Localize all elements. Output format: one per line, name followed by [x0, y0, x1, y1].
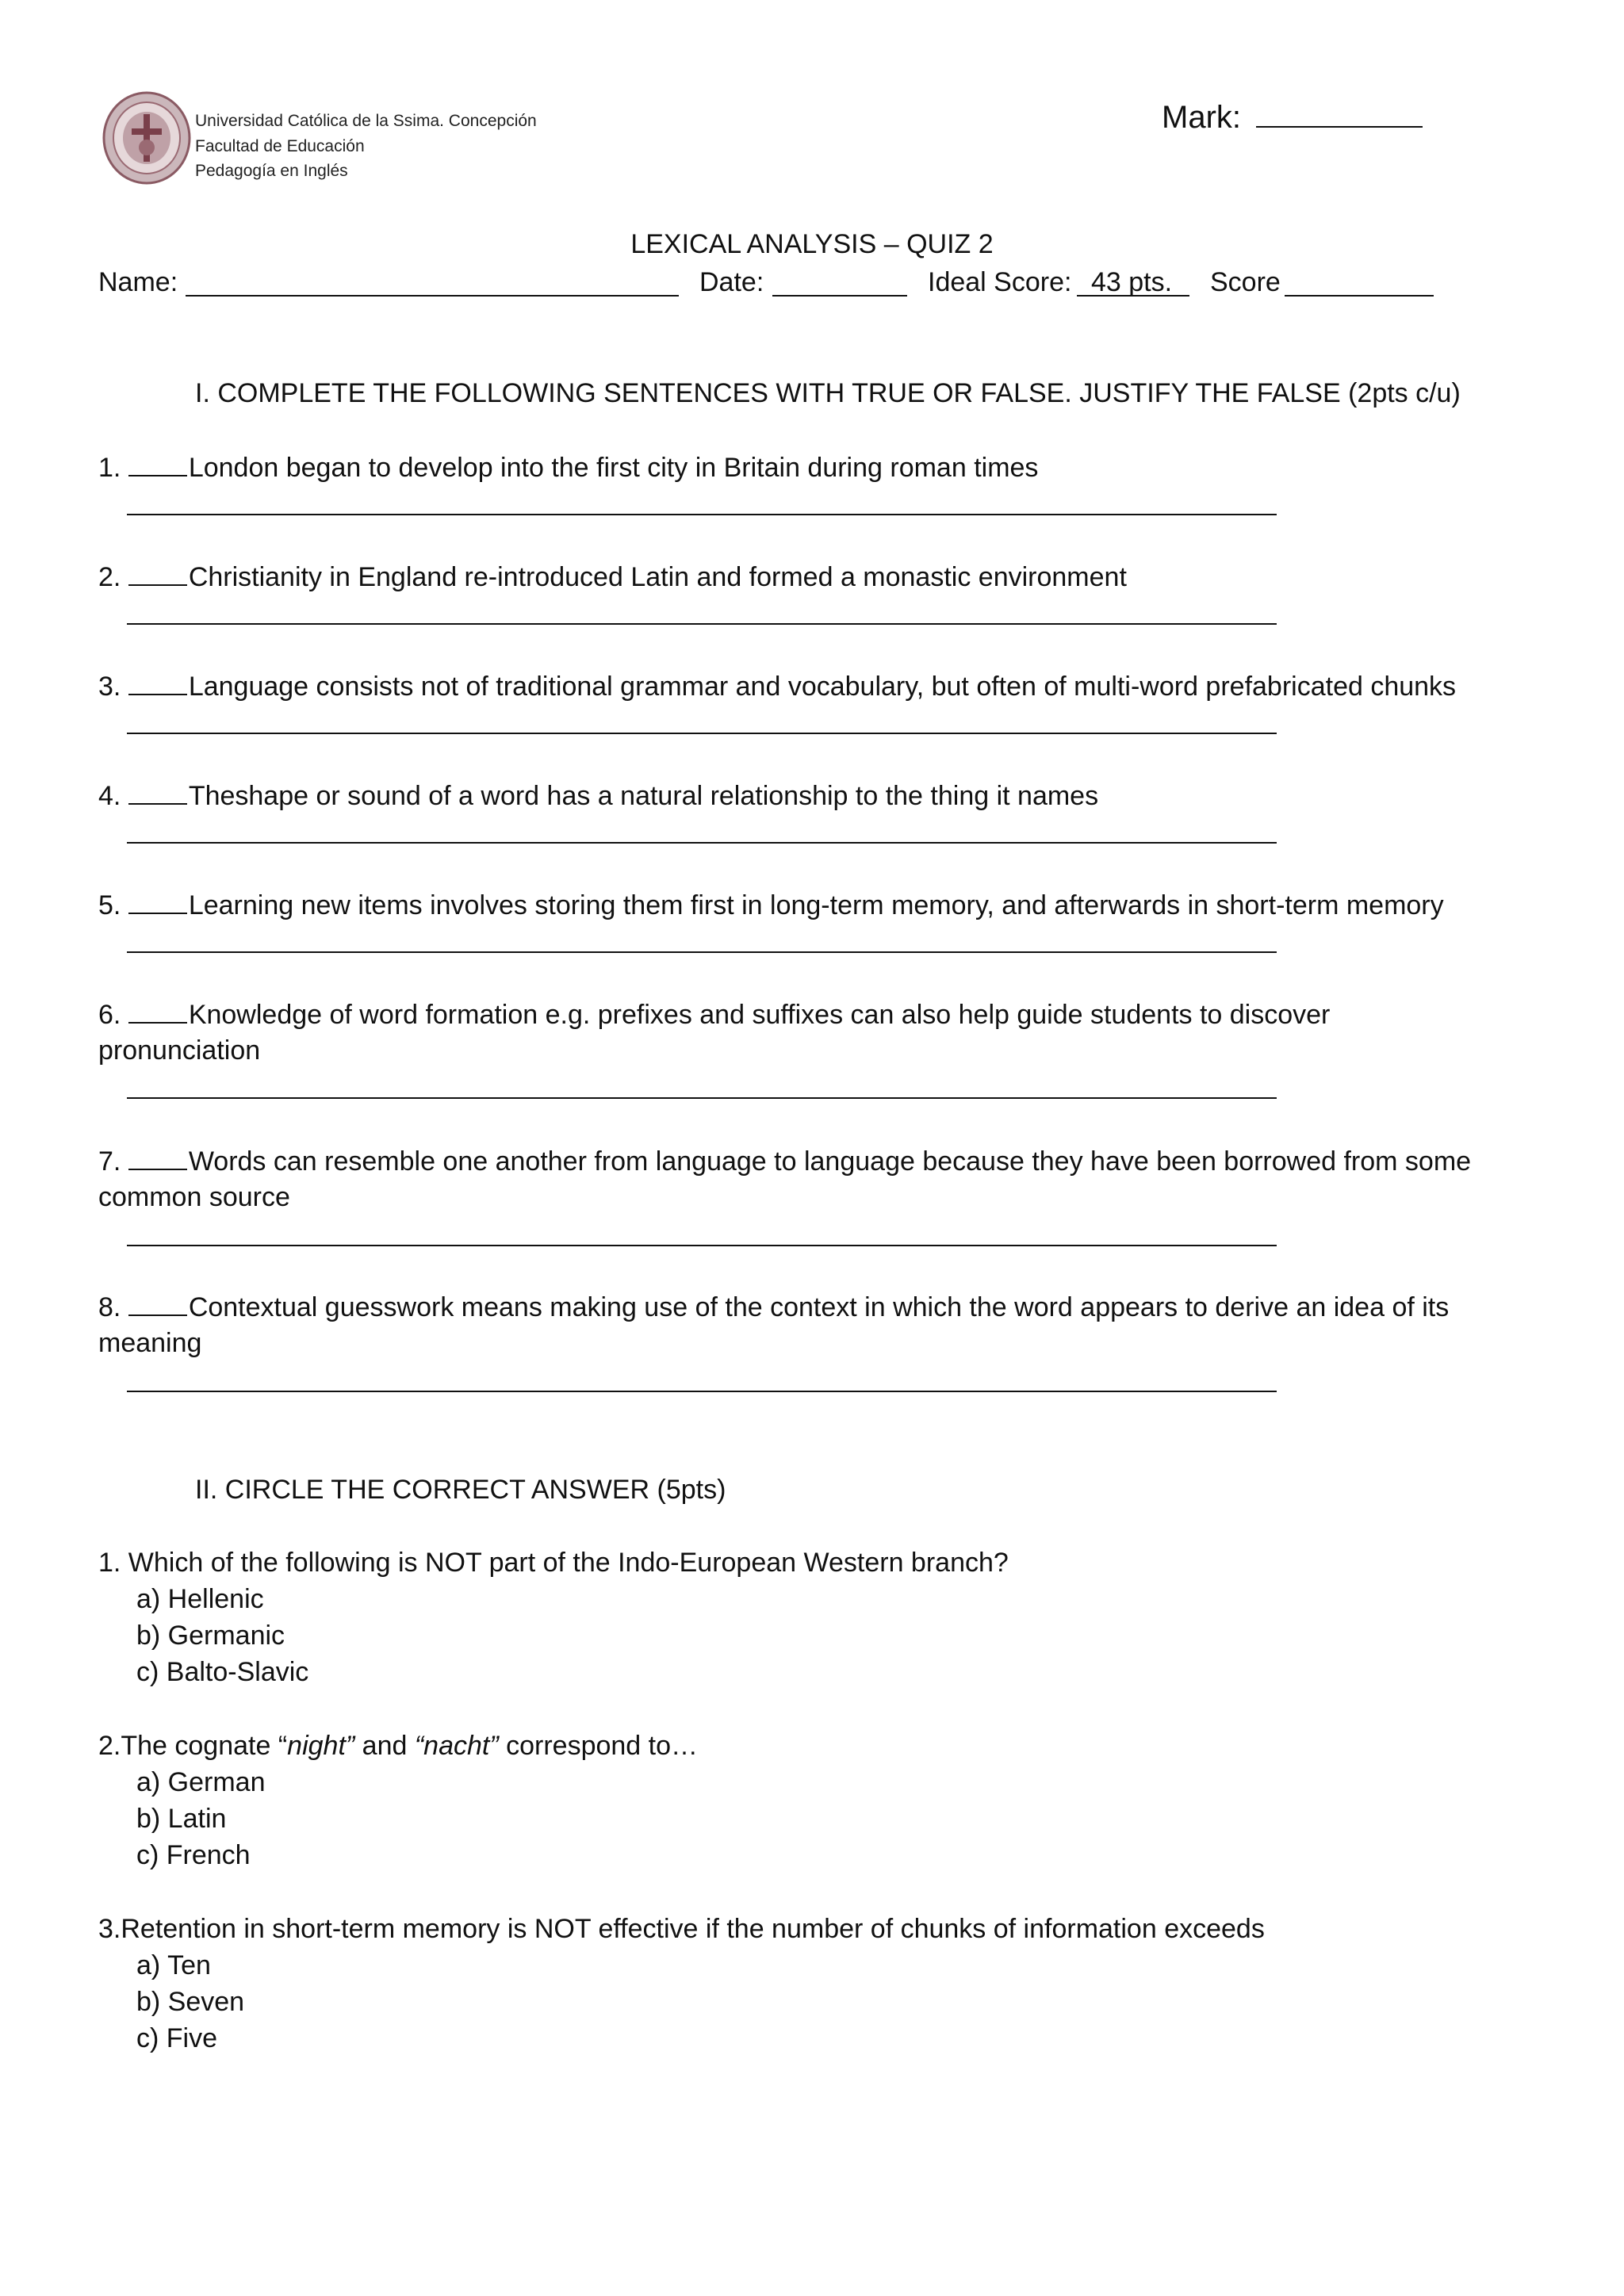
tf-item-5: 5. Learning new items involves storing them first in long-term memory, and afterwards in short-term memory: [98, 890, 1444, 920]
mc-q2-option-b[interactable]: b) Latin: [136, 1804, 227, 1834]
mc-q1-option-c[interactable]: c) Balto-Slavic: [136, 1657, 309, 1687]
tf-answer-blank[interactable]: [128, 1291, 187, 1316]
tf-answer-blank[interactable]: [128, 451, 187, 476]
score-blank[interactable]: [1285, 270, 1434, 297]
tf-answer-blank[interactable]: [128, 561, 187, 586]
mc-q3-option-c[interactable]: c) Five: [136, 2023, 217, 2053]
mc-question-3: 3.Retention in short-term memory is NOT effective if the number of chunks of information exceeds: [98, 1914, 1265, 1944]
justify-line-6[interactable]: [127, 1097, 1277, 1099]
tf-answer-blank[interactable]: [128, 670, 187, 695]
justify-line-7[interactable]: [127, 1245, 1277, 1246]
mark-field: [1162, 100, 1423, 136]
tf-item-4: 4. Theshape or sound of a word has a natural relationship to the thing it names: [98, 781, 1099, 811]
faculty-name: Facultad de Educación: [195, 137, 365, 155]
section-2-heading: II. CIRCLE THE CORRECT ANSWER (5pts): [195, 1475, 726, 1505]
date-blank[interactable]: [772, 270, 907, 297]
name-label: Name:: [98, 267, 178, 297]
mc-q3-option-a[interactable]: a) Ten: [136, 1950, 211, 1980]
section-1-heading: I. COMPLETE THE FOLLOWING SENTENCES WITH TRUE OR FALSE. JUSTIFY THE FALSE (2pts c/u): [195, 378, 1461, 408]
tf-item-7-continuation: common source: [98, 1182, 290, 1212]
tf-item-6: 6. Knowledge of word formation e.g. prefixes and suffixes can also help guide students to discover: [98, 1000, 1331, 1030]
tf-answer-blank[interactable]: [128, 889, 187, 914]
tf-item-6-continuation: pronunciation: [98, 1035, 261, 1066]
mark-label: Mark:: [1162, 100, 1241, 135]
score-label: Score: [1210, 267, 1281, 297]
mark-blank[interactable]: [1256, 102, 1423, 128]
tf-item-8: 8. Contextual guesswork means making use of the context in which the word appears to derive an idea of its: [98, 1292, 1450, 1322]
institution-name: Universidad Católica de la Ssima. Concepción: [195, 112, 537, 130]
tf-item-3: 3. Language consists not of traditional grammar and vocabulary, but often of multi-word prefabricated chunks: [98, 672, 1457, 702]
mc-question-1: 1. Which of the following is NOT part of the Indo-European Western branch?: [98, 1548, 1009, 1578]
justify-line-2[interactable]: [127, 623, 1277, 625]
mc-q2-option-a[interactable]: a) German: [136, 1767, 266, 1797]
ideal-score-value: 43 pts.: [1091, 267, 1173, 297]
university-seal-icon: [102, 90, 192, 186]
justify-line-4[interactable]: [127, 842, 1277, 844]
tf-item-1: 1. London began to develop into the first city in Britain during roman times: [98, 453, 1039, 483]
ideal-score-label: Ideal Score:: [928, 267, 1072, 297]
tf-item-8-continuation: meaning: [98, 1328, 202, 1358]
date-label: Date:: [699, 267, 764, 297]
tf-item-7: 7. Words can resemble one another from language to language because they have been borrowed from some: [98, 1146, 1472, 1177]
name-blank[interactable]: [186, 270, 679, 297]
justify-line-5[interactable]: [127, 951, 1277, 953]
program-name: Pedagogía en Inglés: [195, 162, 348, 180]
quiz-title: LEXICAL ANALYSIS – QUIZ 2: [630, 229, 994, 259]
mc-question-2: 2.The cognate “night” and “nacht” correspond to…: [98, 1731, 699, 1761]
mc-q2-option-c[interactable]: c) French: [136, 1840, 251, 1870]
tf-answer-blank[interactable]: [128, 1145, 187, 1170]
mc-q3-option-b[interactable]: b) Seven: [136, 1987, 245, 2017]
mc-q1-option-a[interactable]: a) Hellenic: [136, 1584, 264, 1614]
justify-line-3[interactable]: [127, 733, 1277, 734]
mc-q1-option-b[interactable]: b) Germanic: [136, 1621, 285, 1651]
tf-answer-blank[interactable]: [128, 779, 187, 805]
justify-line-1[interactable]: [127, 514, 1277, 515]
justify-line-8[interactable]: [127, 1391, 1277, 1392]
tf-answer-blank[interactable]: [128, 998, 187, 1024]
tf-item-2: 2. Christianity in England re-introduced Latin and formed a monastic environment: [98, 562, 1127, 592]
